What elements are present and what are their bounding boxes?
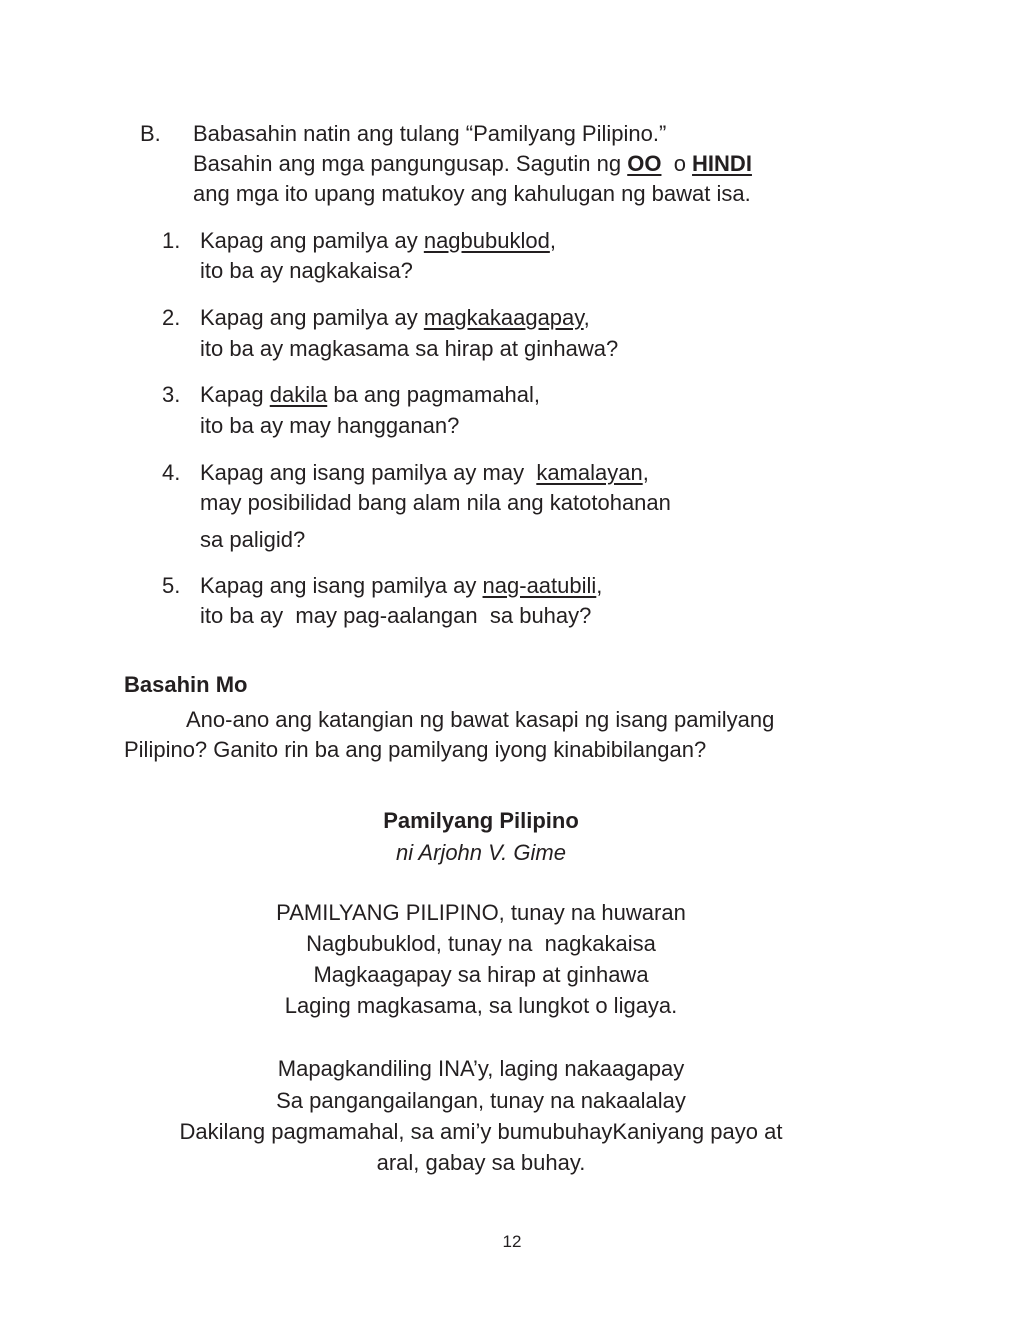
question-text: Kapag [200,382,270,407]
question-number: 3. [162,382,181,407]
question-number: 4. [162,460,181,485]
poem-author: ni Arjohn V. Gime [396,840,566,865]
vocab-word: dakila [269,382,328,407]
question-line [200,460,649,486]
hindi-answer: HINDI [692,151,752,176]
poem-line: PAMILYANG PILIPINO, tunay na huwaran [276,900,686,925]
question-text: Kapag ang isang pamilya ay may [200,460,537,485]
vocab-word: nagbubuklod [423,228,550,253]
poem-line: aral, gabay sa buhay. [376,1150,586,1175]
question-line [200,573,602,599]
question-line [200,305,590,331]
question-text: Kapag ang pamilya ay [200,228,424,253]
question-text: Kapag ang pamilya ay [200,305,424,330]
poem-line: Laging magkasama, sa lungkot o ligaya. [284,993,678,1018]
question-text: , [583,305,590,330]
page-number: 12 [502,1232,522,1251]
question-line-2: ito ba ay may hangganan? [200,413,460,438]
question-line-2: ito ba ay magkasama sa hirap at ginhawa? [200,336,619,361]
poem-title: Pamilyang Pilipino [383,808,579,833]
question-text: , [549,228,556,253]
question-text: Kapag ang isang pamilya ay [200,573,483,598]
poem-line: Magkaagapay sa hirap at ginhawa [313,962,649,987]
instruction-line-2 [193,151,752,177]
vocab-word: nag-aatubili [482,573,597,598]
question-line [200,382,540,408]
section-marker: B. [140,121,161,146]
question-line-2: ito ba ay nagkakaisa? [200,258,413,283]
question-number: 2. [162,305,181,330]
poem-line: Dakilang pagmamahal, sa ami’y bumubuhayKaniyang payo at [179,1119,783,1144]
instruction-line-2-text: Basahin ang mga pangungusap. Sagutin ng [193,151,628,176]
poem-line: Sa pangangailangan, tunay na nakaalalay [276,1088,686,1113]
question-line [200,228,556,254]
oo-answer: OO [627,151,662,176]
question-text: , [642,460,649,485]
section-heading: Basahin Mo [124,672,248,697]
vocab-word: kamalayan [536,460,643,485]
instruction-line-3: ang mga ito upang matukoy ang kahulugan ng bawat isa. [193,181,751,206]
vocab-word: magkakaagapay [423,305,584,330]
intro-paragraph-line-1: Ano-ano ang katangian ng bawat kasapi ng isang pamilyang [186,707,775,732]
instruction-line-2-mid: o [661,151,693,176]
question-line-3: sa paligid? [200,527,306,552]
question-text: ba ang pagmamahal, [327,382,541,407]
poem-line: Nagbubuklod, tunay na nagkakaisa [306,931,656,956]
question-number: 5. [162,573,181,598]
question-line-2: ito ba ay may pag-aalangan sa buhay? [200,603,592,628]
intro-paragraph-line-2: Pilipino? Ganito rin ba ang pamilyang iyong kinabibilangan? [124,737,707,762]
question-line-2: may posibilidad bang alam nila ang katotohanan [200,490,671,515]
instruction-line-1: Babasahin natin ang tulang “Pamilyang Pilipino.” [193,121,667,146]
question-text: , [596,573,603,598]
poem-line: Mapagkandiling INA’y, laging nakaagapay [277,1056,685,1081]
question-number: 1. [162,228,181,253]
